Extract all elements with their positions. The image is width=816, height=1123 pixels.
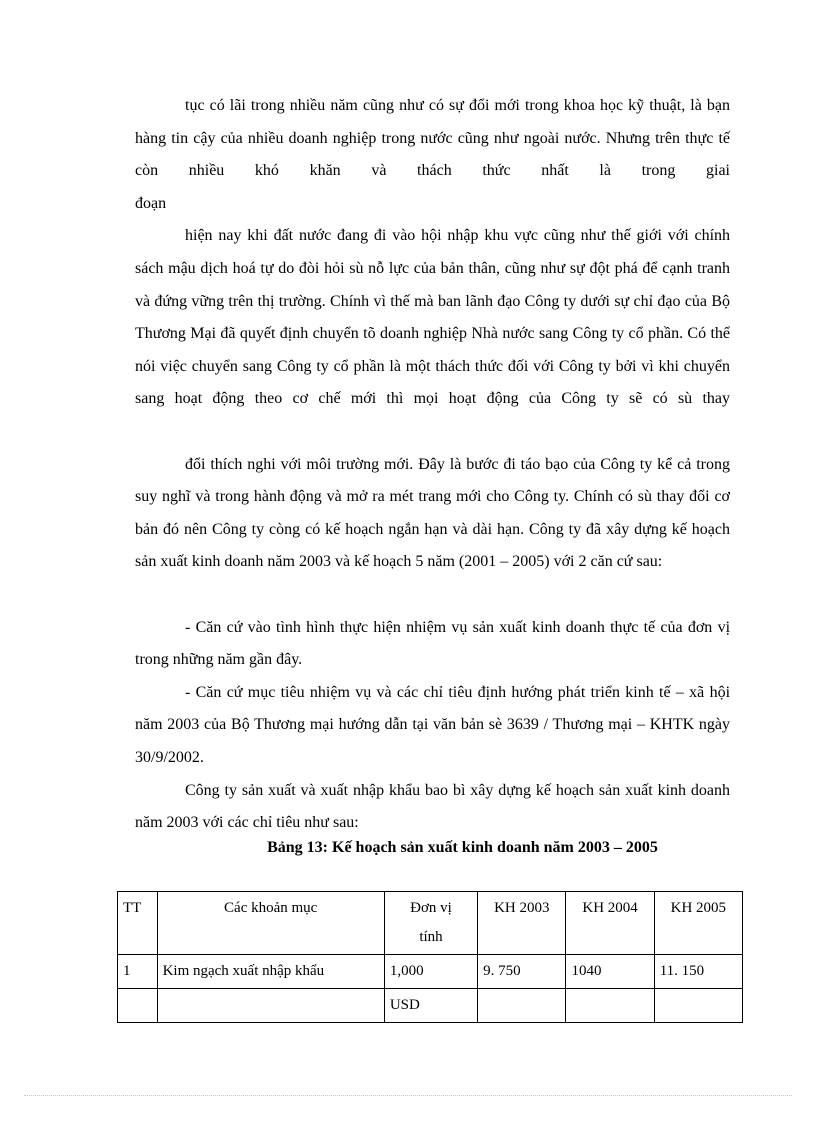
- p4-line-1: - Căn cứ vào tình hình thực hiện nhiệm vụ sản xuất kinh doanh thực tế: [185, 618, 656, 636]
- p2-line-4: lãnh đạo Công ty dưới sự chỉ đạo của Bộ Thương Mại đã quyết định chuyển: [135, 292, 731, 343]
- header-unit-line-2: tính: [419, 929, 443, 945]
- p3-line-3: ty. Chính có sù thay đổi cơ bản đó nên Công ty còng có kế hoạch ngắn hạn: [135, 488, 731, 538]
- cell-kh-2003: 9. 750: [478, 955, 566, 989]
- cell-kh-2005: 11. 150: [654, 955, 742, 989]
- header-kh-2003: KH 2003: [478, 892, 566, 955]
- header-unit-line-1: Đơn vị: [410, 900, 452, 916]
- p5-line-1: - Căn cứ mục tiêu nhiệm vụ và các chỉ tiêu định hướng phát triển kinh: [185, 683, 654, 701]
- p2-line-1: hiện nay khi đất nước đang đi vào hội nhập khu vực cũng như thế giới: [185, 227, 662, 245]
- paragraph-6: [135, 775, 730, 840]
- header-item: Các khoản mục: [157, 892, 384, 955]
- p2-line-3: sự đột phá để cạnh tranh và đứng vững trên thị trường. Chính vì thế mà ban: [135, 259, 731, 310]
- page-bottom-divider: [24, 1095, 792, 1096]
- p1-line-4: đoạn: [135, 194, 167, 212]
- p4-line-2: của đơn vị trong những năm gần đây.: [135, 618, 731, 669]
- cell-unit: 1,000: [384, 955, 477, 989]
- cell-unit: USD: [384, 989, 477, 1023]
- cell-tt: 1: [118, 955, 158, 989]
- p1-line-2: thuật, là bạn hàng tin cậy của nhiều doanh nghiệp trong nước cũng như ngoài: [135, 97, 731, 147]
- p2-line-7: sang hoạt động theo cơ chế mới thì mọi hoạt động của Công ty sẽ có sù thay: [135, 390, 730, 408]
- plan-table: [117, 891, 743, 1023]
- table-caption: Bảng 13: Kế hoạch sản xuất kinh doanh năm 2003 – 2005: [267, 839, 658, 856]
- p5-line-2: tế – xã hội năm 2003 của Bộ Thương mại hướng dẫn tại văn bản sè 3639 /: [135, 683, 731, 734]
- p3-line-5: kế hoạch 5 năm (2001 – 2005) với 2 căn cứ sau:: [354, 553, 663, 571]
- cell-kh-2004: 1040: [566, 955, 654, 989]
- cell-tt: [118, 989, 158, 1023]
- table-row: [118, 955, 743, 989]
- table-row: [118, 989, 743, 1023]
- p6-line-1: Công ty sản xuất và xuất nhập khẩu bao bì xây dựng kế hoạch sản xuất: [185, 781, 653, 799]
- cell-item: [157, 989, 384, 1023]
- p6-line-2: kinh doanh năm 2003 với các chỉ tiêu như sau:: [135, 781, 731, 832]
- paragraph-4: [135, 612, 730, 677]
- paragraph-2: [135, 220, 730, 416]
- cell-kh-2003: [478, 989, 566, 1023]
- p3-line-2: kể cả trong suy nghĩ và trong hành động và mở ra mét trang mới cho Công: [135, 455, 731, 506]
- paragraph-3: [135, 449, 730, 579]
- header-unit: [384, 892, 477, 955]
- paragraph-1-tail: [135, 188, 730, 221]
- p3-line-4: và dài hạn. Công ty đã xây dựng kế hoạch sản xuất kinh doanh năm 2003 và: [135, 520, 731, 571]
- p2-line-2: với chính sách mậu dịch hoá tự do đòi hỏi sù nỗ lực của bản thân, cũng như: [135, 227, 731, 277]
- header-kh-2005: KH 2005: [654, 892, 742, 955]
- paragraph-1: [135, 90, 730, 188]
- cell-kh-2004: [566, 989, 654, 1023]
- header-kh-2004: KH 2004: [566, 892, 654, 955]
- p1-line-1: tục có lãi trong nhiều năm cũng như có sự đổi mới trong khoa học kỹ: [185, 97, 645, 114]
- paragraph-5: [135, 677, 730, 775]
- p1-line-3: nước. Nhưng trên thực tế còn nhiều khó khăn và thách thức nhất là trong giai: [135, 129, 730, 180]
- header-tt: TT: [118, 892, 158, 955]
- p3-line-1: đổi thích nghi với môi trường mới. Đây là bước đi táo bạo của Công ty: [185, 455, 653, 473]
- cell-item: Kim ngạch xuất nhập khẩu: [157, 955, 384, 989]
- p2-line-5: tõ doanh nghiệp Nhà nước sang Công ty cổ phần. Có thể nói việc chuyển: [135, 325, 731, 375]
- cell-kh-2005: [654, 989, 742, 1023]
- p2-line-6: sang Công ty cổ phần là một thách thức đối với Công ty bởi vì khi chuyển: [242, 357, 731, 375]
- table-header-row: [118, 892, 743, 955]
- p5-line-3: Thương mại – KHTK ngày 30/9/2002.: [135, 716, 731, 766]
